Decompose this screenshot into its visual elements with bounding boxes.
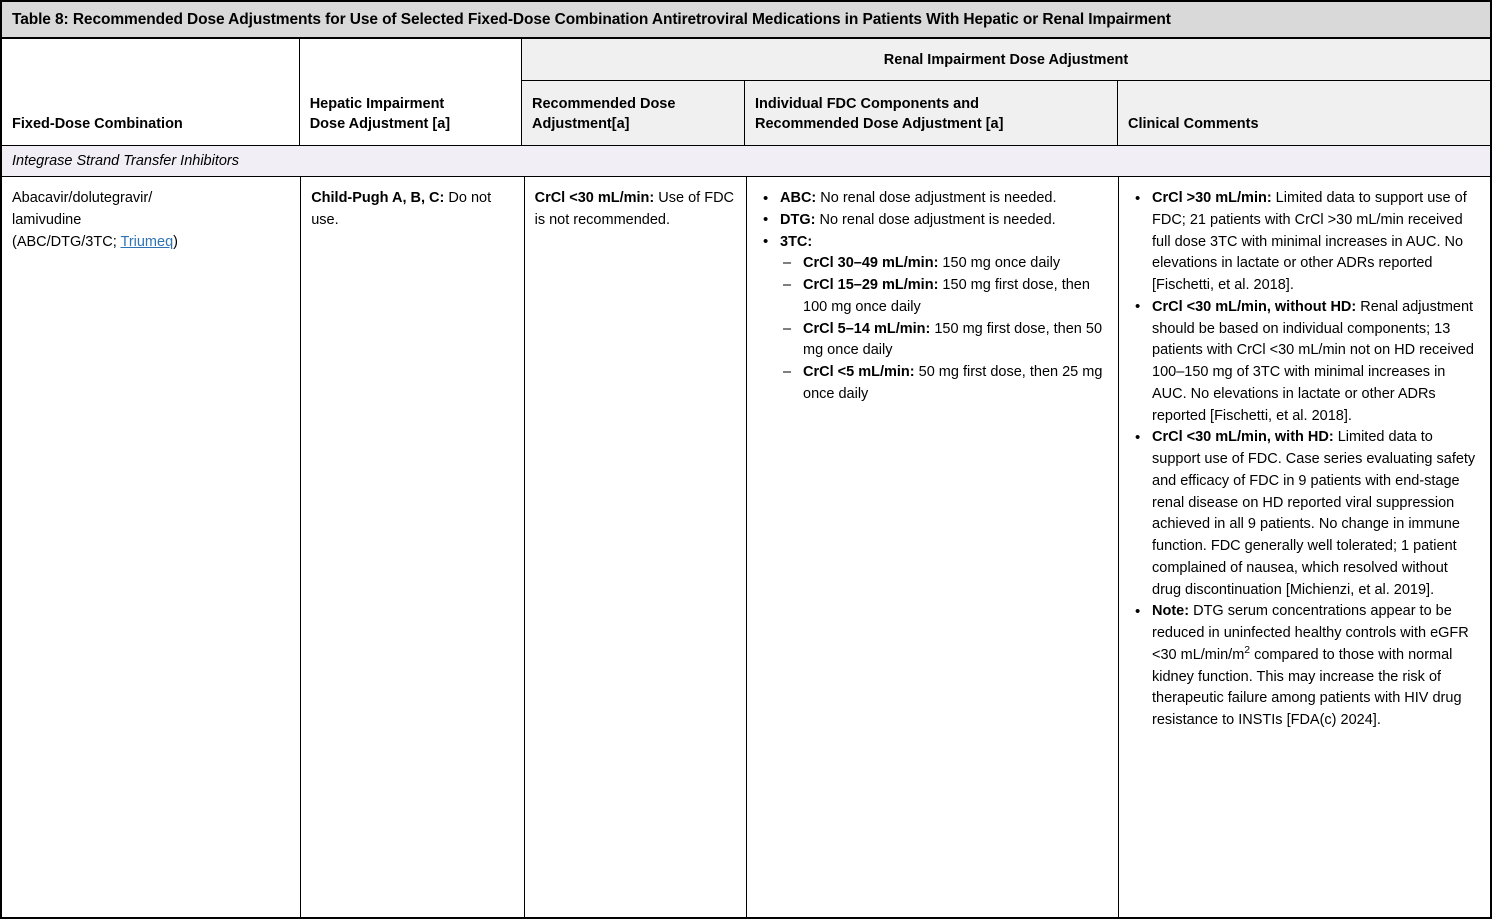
item-label: CrCl 15–29 mL/min:	[803, 277, 939, 293]
drug-name-line2: lamivudine	[12, 211, 82, 228]
item-text: Renal adjustment should be based on individual components; 13 patients with CrCl <30 mL/min not on HD received 100–150 mg of 3TC with minimal increases in AUC. No elevations in lactate or other ADRs reported [Fischetti, et al. 2018].	[1152, 298, 1474, 424]
item-label: CrCl 30–49 mL/min:	[803, 255, 939, 272]
item-label: Note:	[1152, 603, 1190, 620]
fdc-component-item	[759, 232, 1108, 406]
column-header-fixed-dose-combination	[2, 39, 300, 145]
item-label: ABC:	[780, 190, 817, 206]
item-label: CrCl 5–14 mL/min:	[803, 320, 931, 337]
column-header-recommended-dose-adjustment	[522, 81, 745, 145]
cell-recommended-dose-adjustment	[525, 177, 747, 917]
fdc-component-item	[759, 188, 1108, 210]
clinical-comment-item	[1131, 297, 1480, 428]
item-text-post: compared to those with normal kidney function. This may increase the risk of therapeutic failure among patients with HIV drug resistance to INSTIs [FDA(c) 2024].	[1152, 646, 1462, 728]
cell-fixed-dose-combination	[2, 177, 301, 917]
item-text: No renal dose adjustment is needed.	[815, 211, 1056, 228]
column-group-renal-impairment	[522, 39, 1490, 145]
drug-abbrev-suffix: )	[173, 233, 178, 250]
cell-clinical-comments	[1119, 177, 1490, 917]
column-header-hepatic-impairment	[300, 39, 522, 145]
table-header	[2, 39, 1490, 146]
triumeq-link[interactable]: Triumeq	[120, 233, 174, 250]
hepatic-statement	[311, 188, 513, 232]
table-row	[2, 177, 1490, 917]
item-label: CrCl <5 mL/min:	[803, 364, 915, 380]
item-label: 3TC:	[780, 233, 813, 250]
item-text: 50 mg first dose, then 25 mg once daily	[803, 364, 1103, 402]
drug-abbreviation	[12, 232, 290, 254]
column-header-label-line1: Individual FDC Components and	[755, 95, 979, 112]
recommended-text: Use of FDC is not recommended.	[534, 190, 735, 228]
cell-individual-fdc-components	[747, 177, 1119, 917]
clinical-comments-list	[1131, 188, 1480, 732]
cell-hepatic-impairment	[301, 177, 524, 917]
item-label: DTG:	[780, 211, 816, 228]
item-text-pre: DTG serum concentrations appear to be reduced in uninfected healthy controls with eGFR <30 mL/min/m	[1152, 603, 1469, 663]
table-title: Table 8: Recommended Dose Adjustments for Use of Selected Fixed-Dose Combination Antiretroviral Medications in Patients With Hepatic or Renal Impairment	[2, 2, 1490, 39]
fdc-component-item	[759, 210, 1108, 232]
recommended-statement	[535, 188, 736, 232]
clinical-comment-item	[1131, 601, 1480, 732]
item-text: No renal dose adjustment is needed.	[816, 190, 1057, 206]
column-header-label-line2: Recommended Dose Adjustment [a]	[755, 116, 1004, 133]
column-header-label-line2: Adjustment[a]	[532, 116, 630, 133]
clinical-comment-item	[1131, 188, 1480, 297]
column-header-label: Fixed-Dose Combination	[12, 116, 183, 133]
column-header-label-line1: Hepatic Impairment	[309, 95, 445, 112]
column-group-header-label: Renal Impairment Dose Adjustment	[522, 39, 1490, 81]
fdc-component-subitem	[780, 362, 1108, 406]
clinical-comment-item	[1131, 427, 1480, 601]
item-label: CrCl >30 mL/min:	[1152, 190, 1272, 206]
column-header-label-line2: Dose Adjustment [a]	[309, 116, 451, 133]
drug-name-line1: Abacavir/dolutegravir/	[12, 190, 153, 206]
item-text: 150 mg first dose, then 100 mg once daily	[803, 277, 1090, 315]
item-text: 150 mg once daily	[938, 255, 1061, 272]
item-text: Limited data to support use of FDC; 21 patients with CrCl >30 mL/min received full dose 3TC with minimal increases in AUC. No elevations in lactate or other ADRs reported [Fischetti, et al. 2018].	[1152, 190, 1467, 293]
fdc-components-list	[759, 188, 1108, 406]
superscript: 2	[1244, 644, 1251, 656]
column-header-clinical-comments	[1118, 81, 1490, 145]
fdc-component-subitem	[780, 275, 1108, 319]
drug-class-band	[2, 146, 1490, 177]
recommended-label: CrCl <30 mL/min:	[534, 190, 655, 206]
fdc-component-sublist	[780, 253, 1108, 405]
fdc-component-subitem	[780, 253, 1108, 275]
item-label: CrCl <30 mL/min, without HD:	[1152, 298, 1357, 315]
renal-subcolumn-headers	[522, 81, 1490, 145]
hepatic-label: Child-Pugh A, B, C:	[311, 190, 445, 206]
item-text: Limited data to support use of FDC. Case series evaluating safety and efficacy of FDC in 9 patients with end-stage renal disease on HD reported viral suppression achieved in all 9 patients. No change in immune function. FDC generally well tolerated; 1 patient complained of nausea, which resolved without drug discontinuation [Michienzi, et al. 2019].	[1152, 429, 1476, 598]
fdc-component-subitem	[780, 319, 1108, 363]
column-header-individual-fdc-components	[745, 81, 1118, 145]
column-header-label: Clinical Comments	[1128, 116, 1259, 133]
drug-abbrev-prefix: (ABC/DTG/3TC;	[12, 233, 121, 250]
item-label: CrCl <30 mL/min, with HD:	[1152, 429, 1334, 446]
item-text: 150 mg first dose, then 50 mg once daily	[803, 320, 1103, 359]
drug-class-label: Integrase Strand Transfer Inhibitors	[12, 153, 240, 169]
column-header-label-line1: Recommended Dose	[532, 95, 676, 112]
hepatic-text: Do not use.	[311, 190, 492, 228]
